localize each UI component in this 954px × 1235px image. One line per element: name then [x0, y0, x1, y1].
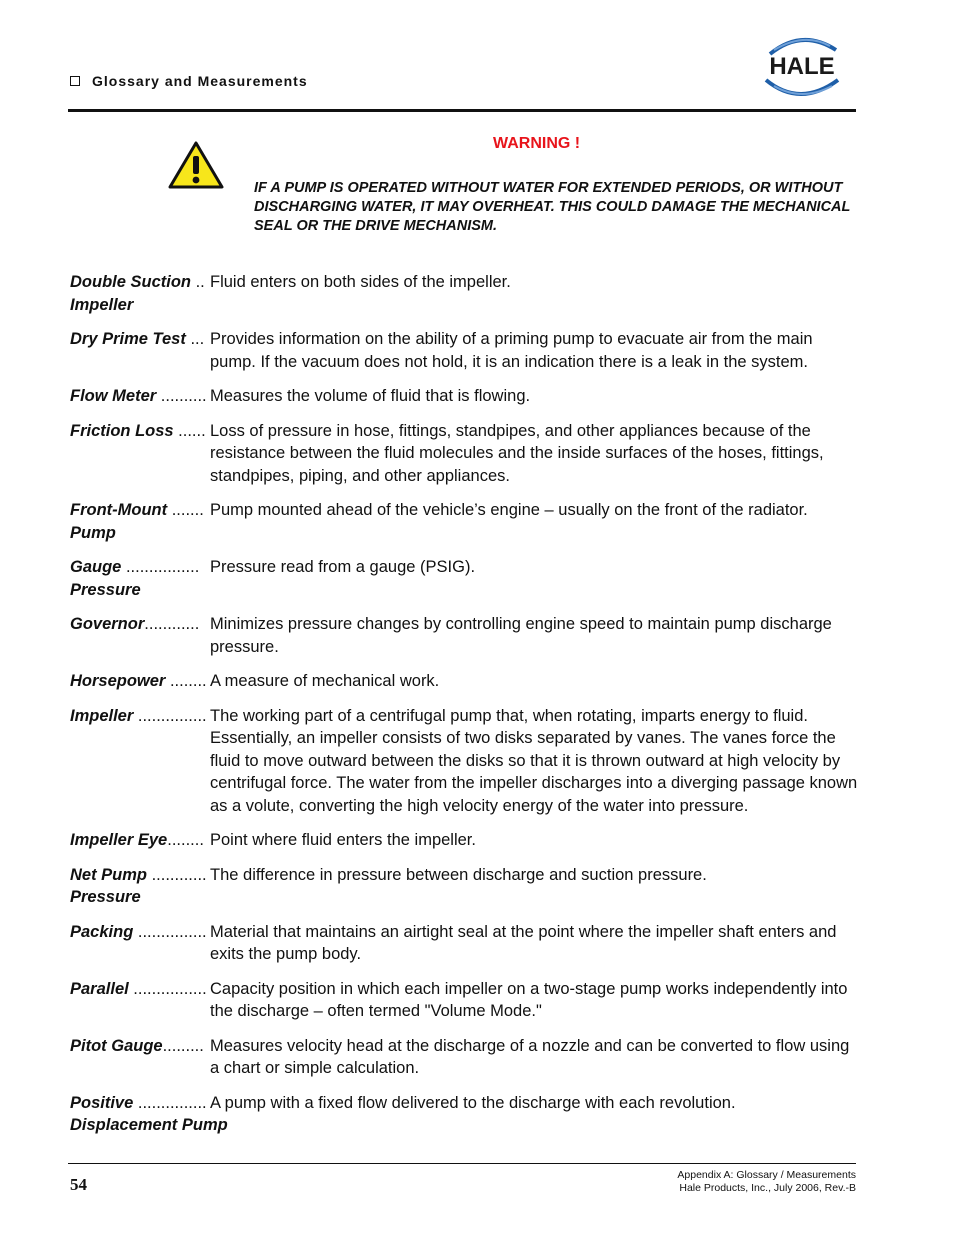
term-text: Horsepower [70, 672, 166, 690]
bullet-square-icon [70, 76, 80, 86]
glossary-term [70, 271, 210, 316]
leader-dots: ............... [133, 706, 207, 725]
glossary-term [70, 829, 210, 852]
leader-dots: ................ [128, 979, 207, 998]
footer-info [677, 1169, 856, 1195]
term-text: Double Suction [70, 273, 191, 291]
glossary-entry [70, 556, 860, 601]
term-text: Flow Meter [70, 387, 157, 405]
term-text: Net Pump [70, 865, 148, 884]
term-line-1 [70, 613, 210, 636]
leader-dots: ........ [165, 672, 207, 690]
leader-dots: ............ [147, 865, 207, 884]
glossary-term [70, 499, 210, 544]
glossary-list [70, 271, 860, 1149]
glossary-definition: The working part of a centrifugal pump that, when rotating, imparts energy to fluid. Essentially, an impeller consists of two disks separated by vanes. The vanes force the fluid to move outward between the disks so that it is thrown outward at high velocity by centrifugal force. The water from the impeller discharges into a diverging passage known as a volute, converting the high velocity energy of the water into pressure. [210, 706, 858, 815]
term-line-1 [70, 385, 210, 408]
leader-dots: .......... [156, 387, 207, 405]
term-text: Impeller Eye [70, 831, 168, 849]
footer-line-2: Hale Products, Inc., July 2006, Rev.-B [679, 1182, 856, 1194]
term-text: Gauge [70, 558, 122, 576]
glossary-term [70, 420, 210, 443]
term-text: Front-Mount [70, 501, 168, 519]
glossary-entry [70, 1035, 860, 1080]
leader-dots: ...... [173, 421, 206, 440]
glossary-entry [70, 385, 860, 408]
glossary-definition: Point where fluid enters the impeller. [210, 831, 476, 849]
glossary-entry [70, 705, 860, 818]
term-line-1 [70, 271, 210, 294]
term-line-1 [70, 420, 210, 443]
term-text: Impeller [70, 706, 134, 725]
glossary-entry [70, 420, 860, 488]
term-text: Dry Prime Test [70, 330, 186, 348]
glossary-definition: A pump with a fixed flow delivered to the discharge with each revolution. [210, 1093, 736, 1112]
term-line-2: Pressure [70, 580, 141, 599]
term-text: Parallel [70, 979, 129, 998]
glossary-term [70, 613, 210, 636]
term-line-1 [70, 1035, 210, 1058]
glossary-entry [70, 670, 860, 693]
glossary-definition: Loss of pressure in hose, fittings, standpipes, and other appliances because of the resistance between the fluid molecules and the inside surfaces of the hoses, fittings, standpipes, piping, and other appliances. [210, 421, 824, 485]
glossary-definition: Pressure read from a gauge (PSIG). [210, 558, 476, 576]
term-line-2: Pressure [70, 888, 141, 906]
leader-dots: ... [185, 330, 205, 348]
footer-line-1: Appendix A: Glossary / Measurements [677, 1169, 856, 1181]
glossary-entry [70, 978, 860, 1023]
leader-dots: ................ [121, 558, 200, 576]
glossary-entry [70, 921, 860, 966]
glossary-entry [70, 1092, 860, 1137]
glossary-entry [70, 829, 860, 852]
term-line-1 [70, 1092, 210, 1115]
glossary-term [70, 705, 210, 728]
leader-dots: ......... [162, 1036, 204, 1055]
leader-dots: ............... [133, 922, 207, 941]
leader-dots: ....... [167, 501, 204, 519]
term-text: Packing [70, 922, 134, 941]
term-line-1 [70, 829, 210, 852]
glossary-definition: Capacity position in which each impeller on a two-stage pump works independently into the discharge – often termed "Volume Mode." [210, 979, 848, 1020]
glossary-term [70, 921, 210, 944]
glossary-term [70, 670, 210, 693]
glossary-term [70, 1035, 210, 1058]
term-text: Pitot Gauge [70, 1036, 163, 1055]
term-line-2: Impeller [70, 295, 134, 314]
header-rule [68, 109, 856, 112]
glossary-term [70, 978, 210, 1001]
warning-text: IF A PUMP IS OPERATED WITHOUT WATER FOR EXTENDED PERIODS, OR WITHOUT DISCHARGING WATER, IT MAY OVERHEAT. THIS COULD DAMAGE THE MECHANICAL SEAL OR THE DRIVE MECHANISM. [254, 180, 851, 234]
glossary-term [70, 864, 210, 909]
term-line-1 [70, 328, 210, 351]
term-line-2: Displacement Pump [70, 1116, 228, 1134]
glossary-definition: Provides information on the ability of a priming pump to evacuate air from the main pump. If the vacuum does not hold, it is an indication there is a leak in the system. [210, 330, 813, 371]
glossary-term [70, 1092, 228, 1137]
glossary-entry [70, 499, 860, 544]
leader-dots: ........ [167, 831, 204, 849]
page-number: 54 [70, 1175, 87, 1194]
glossary-definition: The difference in pressure between discharge and suction pressure. [210, 865, 707, 884]
glossary-definition: Measures the volume of fluid that is flowing. [210, 387, 531, 405]
glossary-term [70, 328, 210, 351]
term-text: Positive [70, 1093, 134, 1112]
glossary-entry [70, 613, 860, 658]
leader-dots: ............ [144, 615, 200, 633]
glossary-term [70, 556, 210, 601]
footer-rule [68, 1163, 856, 1164]
term-line-1 [70, 978, 210, 1001]
glossary-definition: A measure of mechanical work. [210, 672, 440, 690]
warning-title: WARNING ! [493, 135, 581, 152]
glossary-definition: Measures velocity head at the discharge of a nozzle and can be converted to flow using a chart or simple calculation. [210, 1036, 850, 1077]
glossary-definition: Fluid enters on both sides of the impeller. [210, 273, 511, 291]
hale-logo [752, 34, 852, 100]
glossary-definition: Pump mounted ahead of the vehicle’s engine – usually on the front of the radiator. [210, 501, 808, 519]
logo-text: HALE [769, 53, 835, 80]
glossary-entry [70, 271, 860, 316]
glossary-definition: Minimizes pressure changes by controlling engine speed to maintain pump discharge pressure. [210, 615, 832, 656]
glossary-entry [70, 328, 860, 373]
term-line-2: Pump [70, 523, 116, 542]
glossary-definition: Material that maintains an airtight seal at the point where the impeller shaft enters and exits the pump body. [210, 922, 837, 963]
section-header [70, 73, 308, 89]
term-line-1 [70, 921, 210, 944]
warning-triangle-icon [167, 140, 225, 190]
term-line-1 [70, 499, 210, 522]
term-line-1 [70, 705, 210, 728]
glossary-entry [70, 864, 860, 909]
term-text: Governor [70, 615, 145, 633]
term-line-1 [70, 864, 210, 887]
glossary-term [70, 385, 210, 408]
term-line-1 [70, 556, 210, 579]
term-text: Friction Loss [70, 421, 174, 440]
leader-dots: .. [191, 273, 205, 291]
section-title: Glossary and Measurements [92, 73, 308, 89]
term-line-1 [70, 670, 210, 693]
leader-dots: ............... [133, 1093, 207, 1112]
